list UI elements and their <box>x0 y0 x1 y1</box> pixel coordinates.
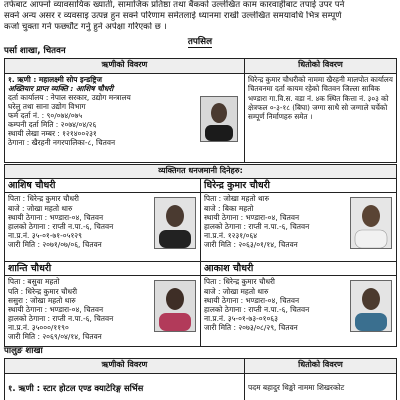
guarantor-line: पति : धिरेन्द्र कुमार चौधरी <box>8 286 78 296</box>
guarantors-table <box>4 164 397 347</box>
guarantor-line: स्थायी ठेगाना : भण्डारा-०४, चितवन <box>8 212 104 222</box>
col-header-borrower: ऋणीको विवरण <box>5 59 245 74</box>
guarantor-line: बाजे : बिका महतो <box>204 203 254 213</box>
col-header-collateral: धितोको विवरण <box>245 59 397 74</box>
borrower-line: फर्म दर्ता नं. : ९०/०७४/०७५ <box>8 111 83 121</box>
guarantor-line: ना.प्र.नं. ३५-०१-७३-०१०६३ <box>204 313 278 323</box>
branch-heading-palung: पालुङ शाखा <box>4 346 43 356</box>
borrower-proprietor: अख्तियार प्राप्त व्यक्ति : आशिष चौधरी <box>8 84 114 94</box>
branch-heading-parsa: पर्सा शाखा, चितवन <box>4 46 66 56</box>
guarantor-line: बाजे : जोखा महतो थारु <box>204 286 269 296</box>
guarantor-card <box>5 262 201 347</box>
guarantor-line: ना.प्र.नं. ३५-०१-७१-०५१२९ <box>8 230 82 240</box>
guarantor-line: स्थायी ठेगाना : भण्डारा-०४, चितवन <box>8 304 104 314</box>
intro-line: कर्जा चुक्ता गर्न फर्छ्यौट गर्नु हुने अपेक्षा गरिएको छ । <box>4 22 167 33</box>
guarantor-card <box>5 179 201 262</box>
guarantor-line: स्थायी ठेगाना : भण्डारा-०४, चितवन <box>204 295 300 305</box>
guarantor-name: धिरेन्द्र कुमार चौधरी <box>201 180 396 193</box>
palung-branch-table <box>4 358 397 400</box>
schedule-caption: तपसिल <box>187 37 213 47</box>
guarantor-photo <box>154 197 196 249</box>
guarantor-line: पिता : बसुवा महतो <box>8 277 60 287</box>
guarantor-line: जारी मिति : २०७१/०७/०६, चितवन <box>8 239 102 249</box>
guarantor-name: आशिष चौधरी <box>5 180 200 193</box>
guarantor-name: आकाश चौधरी <box>201 263 396 276</box>
borrower-line: ठेगाना : खैरहनी नगरपालिका-८, चितवन <box>8 138 116 148</box>
col-header-borrower: ऋणीको विवरण <box>5 359 245 374</box>
guarantor-photo <box>350 197 392 249</box>
collateral-line: पदम बहादुर थिङ्को नाममा शिखरकोट <box>248 383 345 392</box>
borrower-line: कम्पनी दर्ता मिति : २०७४/०४/२६ <box>8 120 97 130</box>
guarantor-photo <box>154 280 196 332</box>
guarantor-line: ना.प्र.नं. १२३१/०६४ <box>204 230 258 240</box>
guarantor-line: ना.प्र.नं. ३५०००/११९० <box>8 322 69 332</box>
intro-paragraph <box>4 0 396 34</box>
guarantor-line: हालको ठेगाना : राप्ती न.पा.-६, चितवन <box>204 304 310 314</box>
guarantor-name: शान्ति चौधरी <box>5 263 200 276</box>
guarantor-card <box>201 262 397 347</box>
collateral-details <box>245 374 397 400</box>
guarantor-line: जारी मिति : २०७३/०८/२९, चितवन <box>204 322 298 332</box>
guarantor-line: पिता : जोखा महतो थारु <box>204 194 270 204</box>
guarantors-heading: व्यक्तिगत धनजमानी दिनेहरु: <box>5 165 397 179</box>
guarantor-line: हालको ठेगाना : राप्ती न.पा.-६, चितवन <box>8 221 114 231</box>
col-header-collateral: धितोको विवरण <box>245 359 397 374</box>
guarantor-line: ससुरा : जोखा महतो थारु <box>8 295 76 305</box>
guarantor-line: स्थायी ठेगाना : भण्डारा-०४, चितवन <box>204 212 300 222</box>
guarantor-photo <box>350 280 392 332</box>
borrower-line: घरेलु तथा साना उद्योग विभाग <box>8 102 86 112</box>
collateral-details: धिरेन्द्र कुमार चौधरीको नाममा खैरहनी मालपोत कार्यालय चितवनमा दर्ता कायम रहेको चितवन जिल्ला साविक भण्डारा गा.वि.स. वडा नं. ४क स्थित कित्ता नं. ३०३ को क्षेत्रफल ०-३-१८ (बिघा) जग्गा साथै सो जग्गाले चर्चेको सम्पूर्ण निर्माणहरु समेत । <box>245 74 397 163</box>
guarantor-line: बाजे : जोखा महतो थारु <box>8 203 73 213</box>
guarantor-line: जारी मिति : २०६३/०१/१४, चितवन <box>204 239 298 249</box>
guarantor-line: पिता : धिरेन्द्र कुमार चौधरी <box>8 194 79 204</box>
intro-line: सक्ने अन्य असर र व्यवसाइ उत्पन्न हुन सक्ने परिणाम समेतलाई ध्यानमा राखी उल्लेखित समयावधि भित्र सम्पूर्ण <box>4 11 342 22</box>
guarantor-line: पिता : धिरेन्द्र कुमार चौधरी <box>204 277 275 287</box>
borrower-title: १. ऋणी : महालक्ष्मी सोप इन्डष्ट्रिज <box>8 75 102 84</box>
guarantor-line: हालको ठेगाना : राप्ती न.पा.-६, चितवन <box>204 221 310 231</box>
borrower-line: स्थायी लेखा नम्बर : १२१४००२३१ <box>8 129 97 139</box>
guarantor-line: जारी मिति : २०६९/०४/१४, चितवन <box>8 331 102 341</box>
borrower-details <box>5 374 245 400</box>
borrower-title: १. ऋणी : स्टार होटल एण्ड क्याटेरिङ्ग सर्भिस <box>8 383 144 393</box>
parsa-branch-table <box>4 58 397 163</box>
intro-line: तर्फबाट आफ्नो व्यावसायिक ख्याती, सामाजिक प्रतिष्ठा तथा बैंकको उल्लेखित काम कारवाहीबाट तपाई उपर पर्न <box>4 0 345 10</box>
guarantor-card <box>201 179 397 262</box>
borrower-photo <box>200 96 238 142</box>
borrower-details <box>5 74 245 163</box>
borrower-line: दर्ता कार्यालय : नेपाल सरकार, उद्योग मन्त्रालय <box>8 93 131 103</box>
guarantor-line: हालको ठेगाना : राप्ती न.पा.-६, चितवन <box>8 313 114 323</box>
